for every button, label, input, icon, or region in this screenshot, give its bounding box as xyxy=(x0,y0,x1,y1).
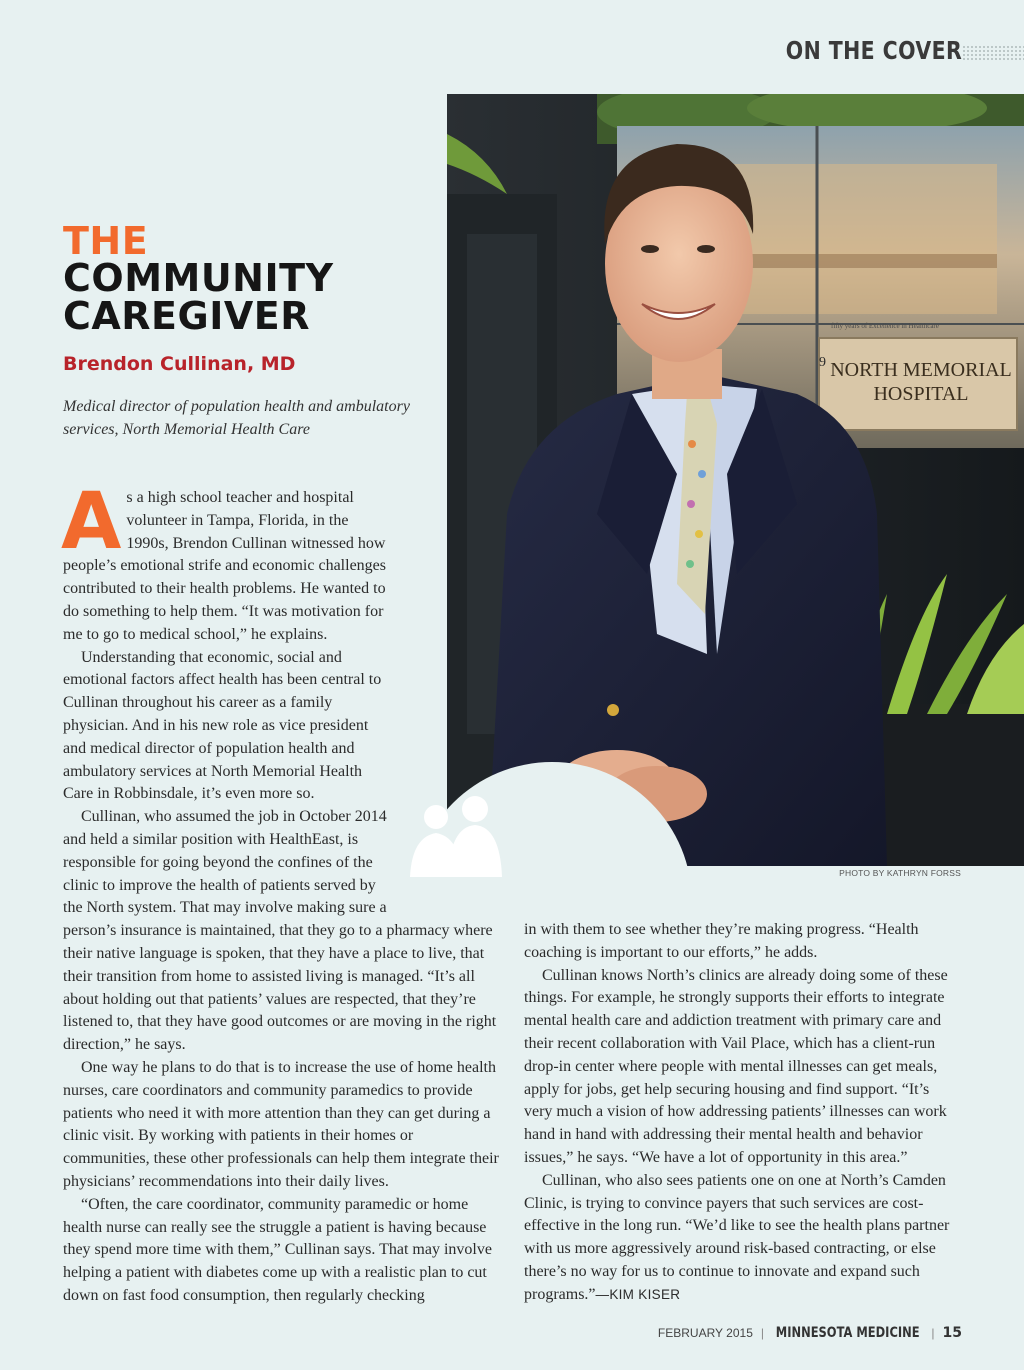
title-kicker: THE xyxy=(63,219,149,263)
article-paragraph-2: Understanding that economic, social and emotional factors affect health has been central to Cullinan throughout his career as a family physician. And in his new role as vice president and medical director of population health and ambulatory services at North Memorial Health Care in Robbinsdale, it’s even more so. xyxy=(63,648,382,803)
drop-cap: A xyxy=(61,477,122,567)
article-paragraph-8-text: Cullinan, who also sees patients one on one at North’s Camden Clinic, is trying to convince payers that such services are cost-effective in the long run. “We’d like to see the health plans partner with us more aggressively around risk-based contracting, or else there’s no way for us to continue to innovate and expand such programs.” xyxy=(524,1171,950,1303)
article-paragraph-1-text: s a high school teacher and hospital volunteer in Tampa, Florida, in the 1990s, Brendon Cullinan witnessed how people’s emotional strife and economic challenges contributed to their health problems. He wanted to do something to help them. “It was motivation for me to go to medical school,” he explains. xyxy=(63,489,386,643)
author-signoff: —KIM KISER xyxy=(595,1286,681,1302)
section-dots-decoration xyxy=(962,45,1024,61)
page-footer xyxy=(658,1325,962,1341)
footer-separator: | xyxy=(760,1326,764,1340)
title-line-1: COMMUNITY xyxy=(63,256,334,300)
title-line-2: CAREGIVER xyxy=(63,294,310,338)
sign-line-2: HOSPITAL xyxy=(873,383,969,405)
section-label: ON THE COVER xyxy=(785,36,962,65)
footer-separator: | xyxy=(931,1326,935,1340)
footer-magazine: MINNESOTA MEDICINE xyxy=(775,1325,920,1341)
byline: Brendon Cullinan, MD xyxy=(63,353,296,375)
sign-number: 9 xyxy=(819,355,826,370)
article-paragraph-6: in with them to see whether they’re making progress. “Health coaching is important to our efforts,” he adds. xyxy=(524,921,919,961)
article-right-column xyxy=(524,919,961,1307)
sign-small-text: fifty years of Excellence in Healthcare xyxy=(831,322,939,330)
footer-date: FEBRUARY 2015 xyxy=(657,1326,753,1340)
article-paragraph-8 xyxy=(524,1170,961,1307)
photo-credit: PHOTO BY KATHRYN FORSS xyxy=(839,868,961,878)
page-number: 15 xyxy=(942,1325,962,1341)
article-paragraph-5: “Often, the care coordinator, community paramedic or home health nurse can really see the struggle a patient is having because they spend more time with them,” Cullinan says. That may involve helping a patient with diabetes come up with a realistic plan to cut down on fast food consumption, then regularly checking xyxy=(63,1195,492,1304)
article-paragraph-7: Cullinan knows North’s clinics are already doing some of these things. For example, he strongly supports their efforts to integrate mental health care and addiction treatment with primary care and their recent collaboration with Vail Place, which has a client-run drop-in center where people with mental illnesses can get meals, apply for jobs, get help securing housing and find support. “It’s very much a vision of how addressing patients’ illnesses can work hand in hand with addressing their mental health and behavior issues,” he says. “We have a lot of opportunity in this area.” xyxy=(524,966,948,1166)
article-left-column xyxy=(61,477,503,1308)
article-paragraph-3: Cullinan, who assumed the job in October 2014 and held a similar position with HealthEast, is responsible for going beyond the confines of the clinic to improve the health of patients served by the North system. That may involve making sure a person’s insurance is maintained, that they go to a pharmacy where their native language is spoken, that they have a place to live, that their transition from home to assisted living is managed. “It’s all about holding out that patients’ values are respected, that they’re listened to, that they have good outcomes or are moving in the right direction,” he says. xyxy=(63,808,497,1054)
sign-line-1: NORTH MEMORIAL xyxy=(830,359,1012,381)
cover-photo xyxy=(447,94,1024,866)
role-description: Medical director of population health and ambulatory services, North Memorial Health Care xyxy=(63,398,410,438)
photo-wrap-spacer xyxy=(388,487,503,898)
article-paragraph-4: One way he plans to do that is to increase the use of home health nurses, care coordinators and community paramedics to provide patients who need it with more attention than they can get during a clinic visit. By working with patients in their homes or communities, these other professionals can help them integrate their physicians’ recommendations into their daily lives. xyxy=(63,1058,499,1190)
